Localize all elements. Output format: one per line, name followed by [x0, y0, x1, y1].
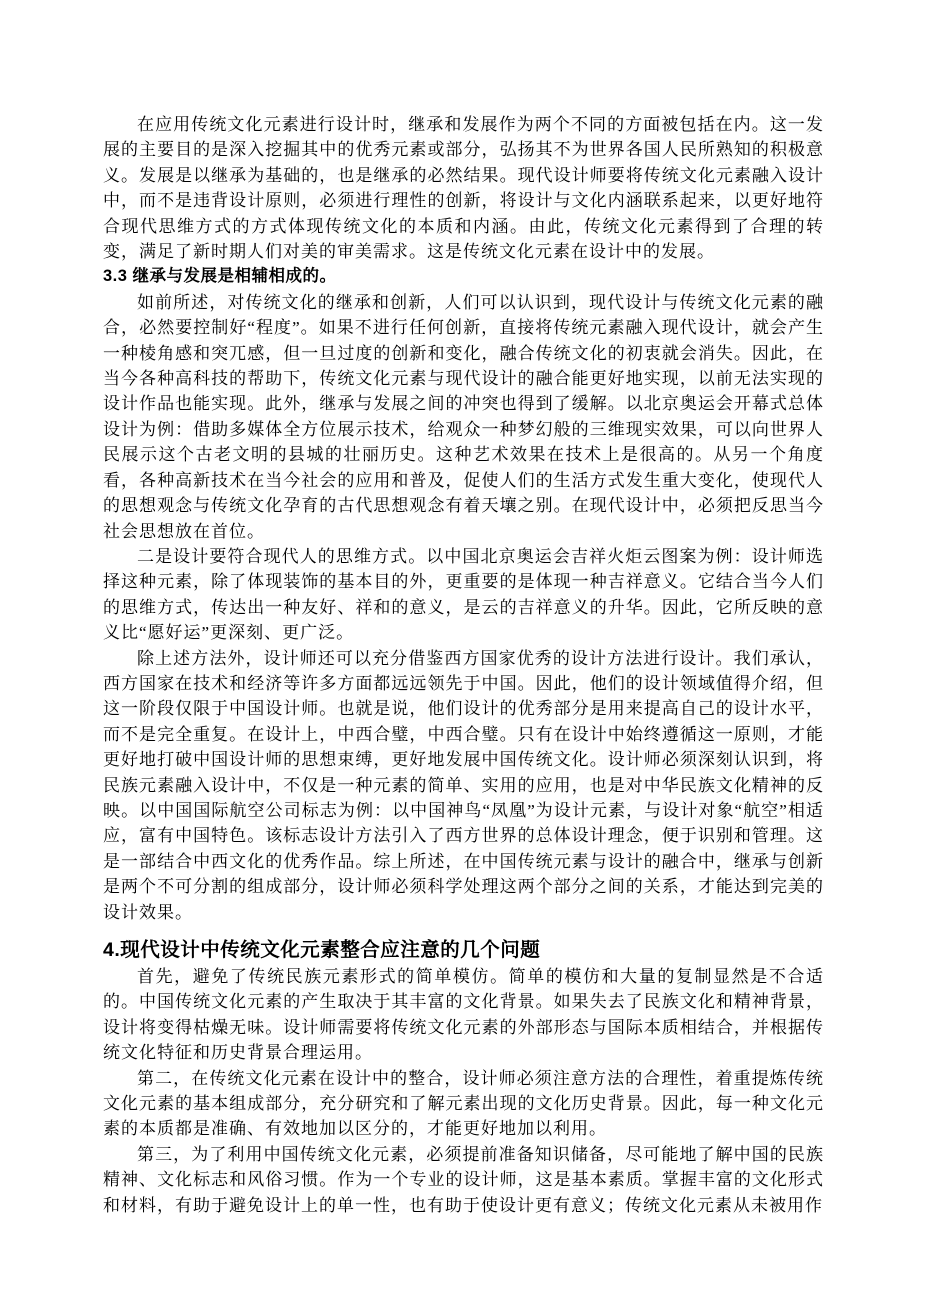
paragraph-western-methods: 除上述方法外，设计师还可以充分借鉴西方国家优秀的设计方法进行设计。我们承认，西方国家在技术和经济等许多方面都远远领先于中国。因此，他们的设计领域值得介绍，但这一阶段仅限于中国设计师。也就是说，他们设计的优秀部分是用来提高自己的设计水平，而不是完全重复。在设计上，中西合璧，中西合璧。只有在设计中始终遵循这一原则，才能更好地打破中国设计师的思想束缚，更好地发展中国传统文化。设计师必须深刻认识到，将民族元素融入设计中，不仅是一种元素的简单、实用的应用，也是对中华民族文化精神的反映。以中国国际航空公司标志为例：以中国神鸟“凤凰”为设计元素，与设计对象“航空”相适应，富有中国特色。该标志设计方法引入了西方世界的总体设计理念，便于识别和管理。这是一部结合中西文化的优秀作品。综上所述，在中国传统元素与设计的融合中，继承与创新是两个不可分割的组成部分，设计师必须科学处理这两个部分之间的关系，才能达到完美的设计效果。 [103, 648, 824, 922]
paragraph-third-point: 第三，为了利用中国传统文化元素，必须提前准备知识储备，尽可能地了解中国的民族精神、文化标志和风俗习惯。作为一个专业的设计师，这是基本素质。掌握丰富的文化形式和材料，有助于避免设计上的单一性，也有助于使设计更有意义；传统文化元素从未被用作 [103, 1144, 824, 1215]
paragraph-degree-control: 如前所述，对传统文化的继承和创新，人们可以认识到，现代设计与传统文化元素的融合，必然要控制好“程度”。如果不进行任何创新，直接将传统元素融入现代设计，就会产生一种棱角感和突兀感，但一旦过度的创新和变化，融合传统文化的初衷就会消失。因此，在当今各种高科技的帮助下，传统文化元素与现代设计的融合能更好地实现，以前无法实现的设计作品也能实现。此外，继承与发展之间的冲突也得到了缓解。以北京奥运会开幕式总体设计为例：借助多媒体全方位展示技术，给观众一种梦幻般的三维现实效果，可以向世界人民展示这个古老文明的县城的壮丽历史。这种艺术效果在技术上是很高的。从另一个角度看，各种高新技术在当今社会的应用和普及，促使人们的生活方式发生重大变化，使现代人的思想观念与传统文化孕育的古代思想观念有着天壤之别。在现代设计中，必须把反思当今社会思想放在首位。 [103, 292, 824, 541]
paragraph-modern-thinking: 二是设计要符合现代人的思维方式。以中国北京奥运会吉祥火炬云图案为例：设计师选择这种元素，除了体现装饰的基本目的外，更重要的是体现一种吉祥意义。它结合当今人们的思维方式，传达出一种友好、祥和的意义，是云的吉祥意义的升华。因此，它所反映的意义比“愿好运”更深刻、更广泛。 [103, 546, 824, 643]
section-heading-3-3: 3.3 继承与发展是相辅相成的。 [103, 267, 337, 286]
paragraph-inheritance-development: 在应用传统文化元素进行设计时，继承和发展作为两个不同的方面被包括在内。这一发展的主要目的是深入挖掘其中的优秀元素或部分，弘扬其不为世界各国人民所熟知的积极意义。发展是以继承为基础的，也是继承的必然结果。现代设计师要将传统文化元素融入设计中，而不是违背设计原则，必须进行理性的创新，将设计与文化内涵联系起来，以更好地符合现代思维方式的方式体现传统文化的本质和内涵。由此，传统文化元素得到了合理的转变，满足了新时期人们对美的审美需求。这是传统文化元素在设计中的发展。 [103, 115, 824, 262]
document-content [103, 112, 824, 1218]
paragraph-second-point: 第二，在传统文化元素在设计中的整合，设计师必须注意方法的合理性，着重提炼传统文化元素的基本组成部分，充分研究和了解元素出现的文化历史背景。因此，每一种文化元素的本质都是准确、有效地加以区分的，才能更好地加以利用。 [103, 1068, 824, 1139]
paragraph-first-point: 首先，避免了传统民族元素形式的简单模仿。简单的模仿和大量的复制显然是不合适的。中国传统文化元素的产生取决于其丰富的文化背景。如果失去了民族文化和精神背景，设计将变得枯燥无味。设计师需要将传统文化元素的外部形态与国际本质相结合，并根据传统文化特征和历史背景合理运用。 [103, 967, 824, 1063]
section-heading-4: 4.现代设计中传统文化元素整合应注意的几个问题 [103, 939, 541, 961]
